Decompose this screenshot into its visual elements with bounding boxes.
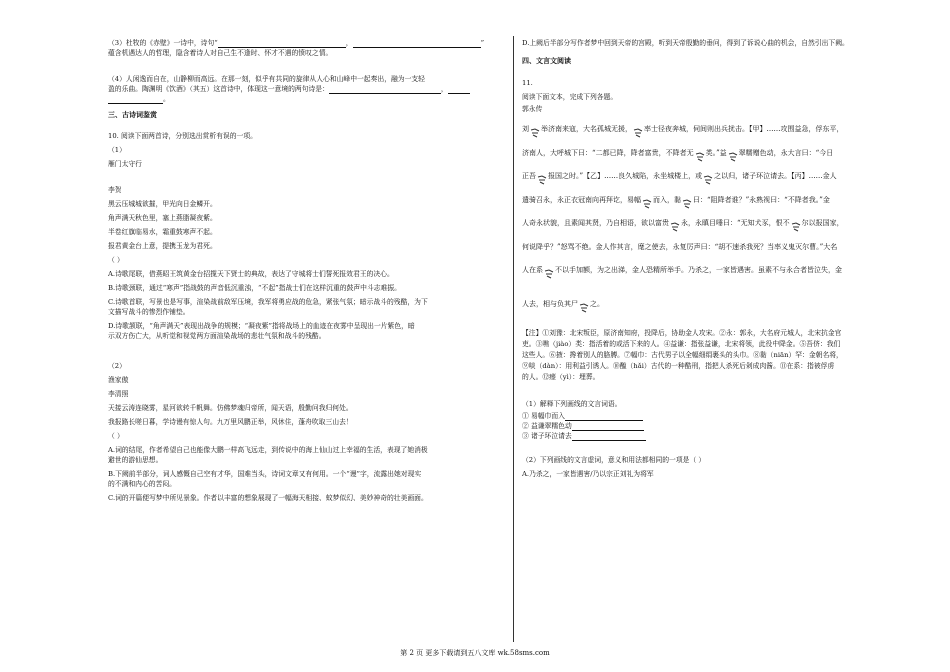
passage-text-run: 翠糯赠色动，永大言曰：“今日	[738, 148, 834, 157]
q4-text-line1: （4）人闲逸而自在，山静柳而高远。在那一刻，似乎有共同的旋律从人心和山峰中一起奏出，融为一支轻	[108, 75, 425, 83]
section-heading-poetry: 三、古诗词鉴赏	[108, 111, 157, 119]
answer-blank[interactable]	[572, 422, 644, 431]
footnote-line: 的人。⑫瘗（yì）：埋葬。	[522, 373, 600, 381]
subquestion-1: （1）解释下列画线的文言词语。	[522, 400, 622, 408]
q4-period: 。	[163, 95, 170, 103]
poem2-option-b-cont: 的不满和内心的苦闷。	[108, 480, 176, 488]
poem1-line: 报君黄金台上意，提携玉龙为君死。	[108, 242, 217, 250]
poem1-title: 雁门太守行	[108, 160, 142, 168]
passage-text-run: 类。”益	[705, 148, 727, 157]
footnote-mark-icon	[536, 174, 548, 186]
footnote-mark-icon	[529, 127, 541, 139]
passage-text-run: 而入，黏	[653, 195, 681, 204]
footnote-line: ⑨啖（dàn）：用利益引诱人。⑩醢（hǎi）古代的一种酷刑，指把人杀死后剁成肉酱。⑪在系：指被俘虏	[522, 362, 835, 370]
footnote-line: 这些人。⑥掖：搀着别人的胳膊。⑦幅巾：古代男子以全幅细绢裹头的头巾。⑧黏（niān）罕：金朝名将，	[522, 351, 843, 359]
poem1-number: （1）	[108, 146, 126, 154]
passage-text	[522, 118, 927, 316]
poem2-author: 李清照	[108, 390, 129, 398]
poem2-option-b[interactable]: B.下阙前半部分，词人感慨自己空有才华，国难当头，诗词文章又有何用。一个“谩”字，流露出她对现实	[108, 470, 422, 478]
q4-text-line2: 盈的乐曲。陶渊明《饮酒》（其五）这首诗中，体现这一意境的两句诗是：	[108, 85, 329, 93]
passage-text-run: 尔以报国家，	[801, 219, 844, 227]
footnote-mark-icon	[632, 127, 644, 139]
poem1-option-d-cont: 示双方伤亡大，从听觉和视觉两方面渲染战场的悲壮气氛和战斗的残酷。	[108, 332, 326, 340]
footnote-mark-icon	[694, 151, 706, 163]
passage-text-run: 之。	[590, 299, 604, 308]
left-column	[108, 38, 508, 503]
poem1-option-d[interactable]: D.诗歌颔联，“角声满天”表现出战争的规模；“凝夜紫”指将战场上的血迹在夜雾中呈现出一片紫色，暗	[108, 322, 415, 330]
passage-text-run: 刘	[522, 125, 529, 133]
footnote-line: 【注】①刘豫：北宋叛臣，原济南知府，投降后，协助金人攻宋。②永：郭永，大名府元城人，北宋抗金官	[522, 329, 842, 337]
passage-text-run: 率士径夜奔城，伺间则出兵扰击。【甲】……攻围益急，俘东平，	[644, 125, 844, 133]
poem2-option-d[interactable]: D.上阙后半部分写作者梦中回到天帝的宫殿，听到天帝殷勤的垂问，得到了诉说心曲的机会，自然引出下阙。	[522, 39, 849, 47]
poem2-option-c[interactable]: C.词的开篇便写梦中所见景象。作者以丰富的想象展现了一幅海天相接、蚊梦似幻、美妙神奇的壮美画面。	[108, 494, 428, 502]
poem1-line: 黑云压城城欲摧，甲光向日金鳞开。	[108, 200, 217, 208]
answer-blank[interactable]	[448, 85, 470, 94]
footnote-mark-icon	[543, 268, 555, 280]
answer-blank[interactable]	[565, 412, 643, 421]
footnote-mark-icon	[641, 198, 653, 210]
answer-blank[interactable]	[108, 95, 163, 104]
footnote-line: 吏。③噍（jiào）类：指活着的或活下来的人。④益谦：指张益谦，北宋将领，此役中降金。⑤吾侪：我们	[522, 340, 841, 348]
passage-text-run: 不以手加额，为之出涕，金人恐精所举手。乃杀之，一家皆遇害。虽素不与永合者皆泣失，金	[555, 266, 842, 274]
footnotes	[522, 328, 927, 383]
passage-text-run: 人在系	[522, 266, 543, 274]
passage-line: 何说降乎？”怒骂不绝。金人作其言，麾之使去，永复厉声曰：“胡不速杀我死？当率义鬼灭尔曹。”大名	[522, 242, 838, 251]
poem1-option-b[interactable]: B.诗歌颈联，通过“寒声”指战鼓的声音低沉重浊，“不起”指战士们在这样沉重的鼓声中斗志难振。	[108, 284, 401, 292]
answer-blank[interactable]	[353, 39, 481, 48]
q3-quote: ”	[480, 39, 485, 47]
passage-text-run: 曰：“阻降者谁？”永熟视曰：“不降者我。”金	[693, 195, 830, 204]
q4-comma: ，	[440, 85, 448, 93]
passage-text-run: 报国之时。”【乙】……良久城陷，永坐城楼上，或	[548, 172, 703, 180]
footnote-mark-icon	[790, 221, 802, 233]
subquestion-1-item: ② 益谦翠糯色动	[522, 422, 572, 430]
footnote-mark-icon	[727, 151, 739, 163]
footnote-mark-icon	[681, 198, 693, 210]
question-11: 11.	[522, 79, 533, 87]
poem1-line: 半卷红旗临易水，霜重鼓寒声不起。	[108, 228, 217, 236]
passage-text-run: 人奇永状貌，且素闻其贤，乃自相语，欲以富贵	[522, 219, 669, 227]
poem2-title: 渔家傲	[108, 376, 129, 384]
poem2-line: 天接云涛连晓雾，星河欲转千帆舞。仿佛梦魂归帝所，闻天语，殷勤问我归何处。	[108, 404, 353, 412]
poem2-number: （2）	[108, 362, 126, 370]
subquestion-2-option-a[interactable]: A.乃杀之，一家皆遇害/乃以宗正刘礼为将军	[522, 470, 654, 478]
q3-comma: ，	[345, 39, 353, 47]
poem1-line: 角声满天秋色里，塞上燕脂凝夜紫。	[108, 214, 217, 222]
section-heading-classical: 四、文言文阅读	[522, 57, 571, 65]
passage-text-run: 正吾	[522, 172, 536, 180]
answer-paren[interactable]: （ ）	[108, 432, 124, 440]
poem1-option-c[interactable]: C.诗歌首联，写景也是写事，渲染战前敌军压境，我军将勇应战的危急，紧张气氛；暗示战斗的残酷，为下	[108, 298, 428, 306]
footnote-mark-icon	[702, 174, 714, 186]
question-10: 10. 阅读下面两首诗，分别选出赏析有误的一项。	[108, 132, 257, 140]
passage-text-run: 之以归，诸子环泣请去。【丙】……金人	[714, 172, 837, 180]
poem1-author: 李贺	[108, 186, 122, 194]
subquestion-2: （2）下列画线的文言虚词，意义和用法都相同的一项是（ ）	[522, 456, 706, 464]
passage-text-run: 永，永瞋目唾曰：“无知犬豕，恨不	[681, 219, 790, 227]
subquestion-1-item: ③ 诸子环泣请去	[522, 432, 572, 440]
right-column	[522, 38, 927, 479]
q3-text-line2: 蕴含机遇达人的哲理，隐含着诗人对自己生不逢时、怀才不遇的愤叹之情。	[108, 49, 333, 57]
question-11-intro: 阅读下面文本，完成下列各题。	[522, 93, 618, 101]
poem2-option-a[interactable]: A.词的结尾，作者希望自己也能像大鹏一样高飞远走，到传说中的海上仙山过上幸福的生活，表现了她消极	[108, 446, 428, 454]
poem2-line: 我报路长嗟日暮，学诗谩有惊人句。九万里风鹏正举，风休住，蓬舟吹取三山去！	[108, 418, 353, 426]
poem1-option-a[interactable]: A.诗歌尾联，借燕昭王筑黄金台招揽天下贤士的典故，表达了守城将士们誓死报效君王的决心。	[108, 270, 394, 278]
footnote-mark-icon	[669, 221, 681, 233]
poem2-option-a-cont: 避世的游仙思想。	[108, 456, 163, 464]
answer-blank[interactable]	[572, 432, 646, 441]
answer-blank[interactable]	[329, 85, 441, 94]
subquestion-1-item: ① 易幅巾而入	[522, 412, 565, 420]
passage-title: 郭永传	[522, 105, 543, 113]
page-footer: 第 2 页 更多下载请到五八文库 wk.58sms.com	[400, 649, 550, 657]
passage-text-run: 济南人，大呼城下曰：“二都已降，降者富贵，不降者无	[522, 148, 694, 157]
passage-text-run: 人去，相与负其尸	[522, 299, 578, 308]
answer-paren[interactable]: （ ）	[108, 256, 124, 264]
q3-text: （3）杜牧的《赤壁》一诗中，诗句“	[108, 39, 218, 47]
passage-text-run: 举济南来寇，大名孤城无援，	[541, 125, 632, 133]
footnote-mark-icon	[578, 302, 590, 314]
answer-blank[interactable]	[218, 39, 346, 48]
passage-text-run: 遣骑召永，永正衣冠南向再拜讫，易幅	[522, 195, 641, 204]
poem1-option-c-cont: 文描写战斗的惨烈作铺垫。	[108, 308, 190, 316]
column-divider	[513, 36, 514, 642]
